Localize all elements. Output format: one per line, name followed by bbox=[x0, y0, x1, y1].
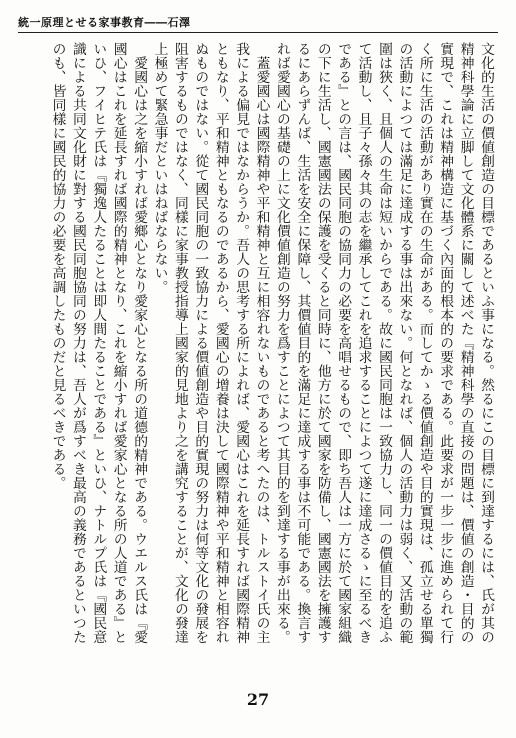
body-text bbox=[26, 42, 496, 652]
paragraph-1: 文化的生活の價値創造の目標であるといふ事になる。然るにこの目標に到達するには、氏が其の精神科學論に立脚して文化體系に關して述べた『精神科學の直接の問題は、價値の創造・目的の實現で、これは精神構造に基づく內面的根本的の要求である。此要求が一步一步に進められて行く所に生活の活動があり實在の生命がある。而してかゝる價値創造や目的實現は、孤立せる單獨の活動によつては滿足に達成する事は出來ない。何となれば、個人の活動力は弱く、又活動の範圍は狹く、且個人の生命は短いからである。故に國民同胞は一致協力し、同一の價値目的を追ふて活動し、且子々孫々其の志を繼承してこれを追求することによつて遂に達成さるゝに至るべきである』との言は、國民同胞の協同力の必要を高唱せるもので、即ち吾人は一方に於て國家組織の下に生活し、國憲國法の保護を受くると同時に、他方に於て國家を防備し、國憲國法を擁護するにあらずんば、生活を安全に保障し、其價値目的を滿足に達成する事は不可能である。換言すれば愛國心の基礎の上に文化價値創造の努力を爲すことによつて其目的を到達する事が出來る。 bbox=[273, 42, 494, 644]
paragraph-2: 蓋愛國心は國際精神や平和精神と互に相容れないものであると考へたのは、トルストイ氏の主我による偏見ではなからうか。吾人の思考する所によれば、愛國心はこれを延長すれば國際精神ともなり、平和精神ともなるのであるから、愛國心の增養は決して國際精神や平和精神と相容れぬものではない。從て國民同胞の一致協力による價値創造や目的實現の努力は何等文化の發展を阻害するものではなく、同樣に家事教授指導上國家的見地より之を講究することが、文化の發達上極めて緊急事だといはねばならない。 bbox=[151, 42, 270, 644]
page-number: 27 bbox=[246, 690, 270, 709]
header-rule bbox=[18, 32, 498, 33]
paragraph-3: 愛國心は之を縮小すれば愛鄉心となり愛家心となる所の道德的精神である。ウエルス氏は『愛國心はこれを延長すれば國際的精神となり、これを縮小すれば愛家心となる所の人道である』といひ、フイヒテ氏は『獨逸人たることは即人間たることである』といひ、ナトルプ氏は『國民意識による共同文化財に對する國民同胞協同の努力は、吾人が爲すべき最高の義務であるといつたのも、皆同樣に國民的協力の必要を高調したものだと見るべきである。 bbox=[49, 42, 148, 644]
running-header: 統一原理とせる家事教育――石澤 bbox=[18, 16, 191, 29]
